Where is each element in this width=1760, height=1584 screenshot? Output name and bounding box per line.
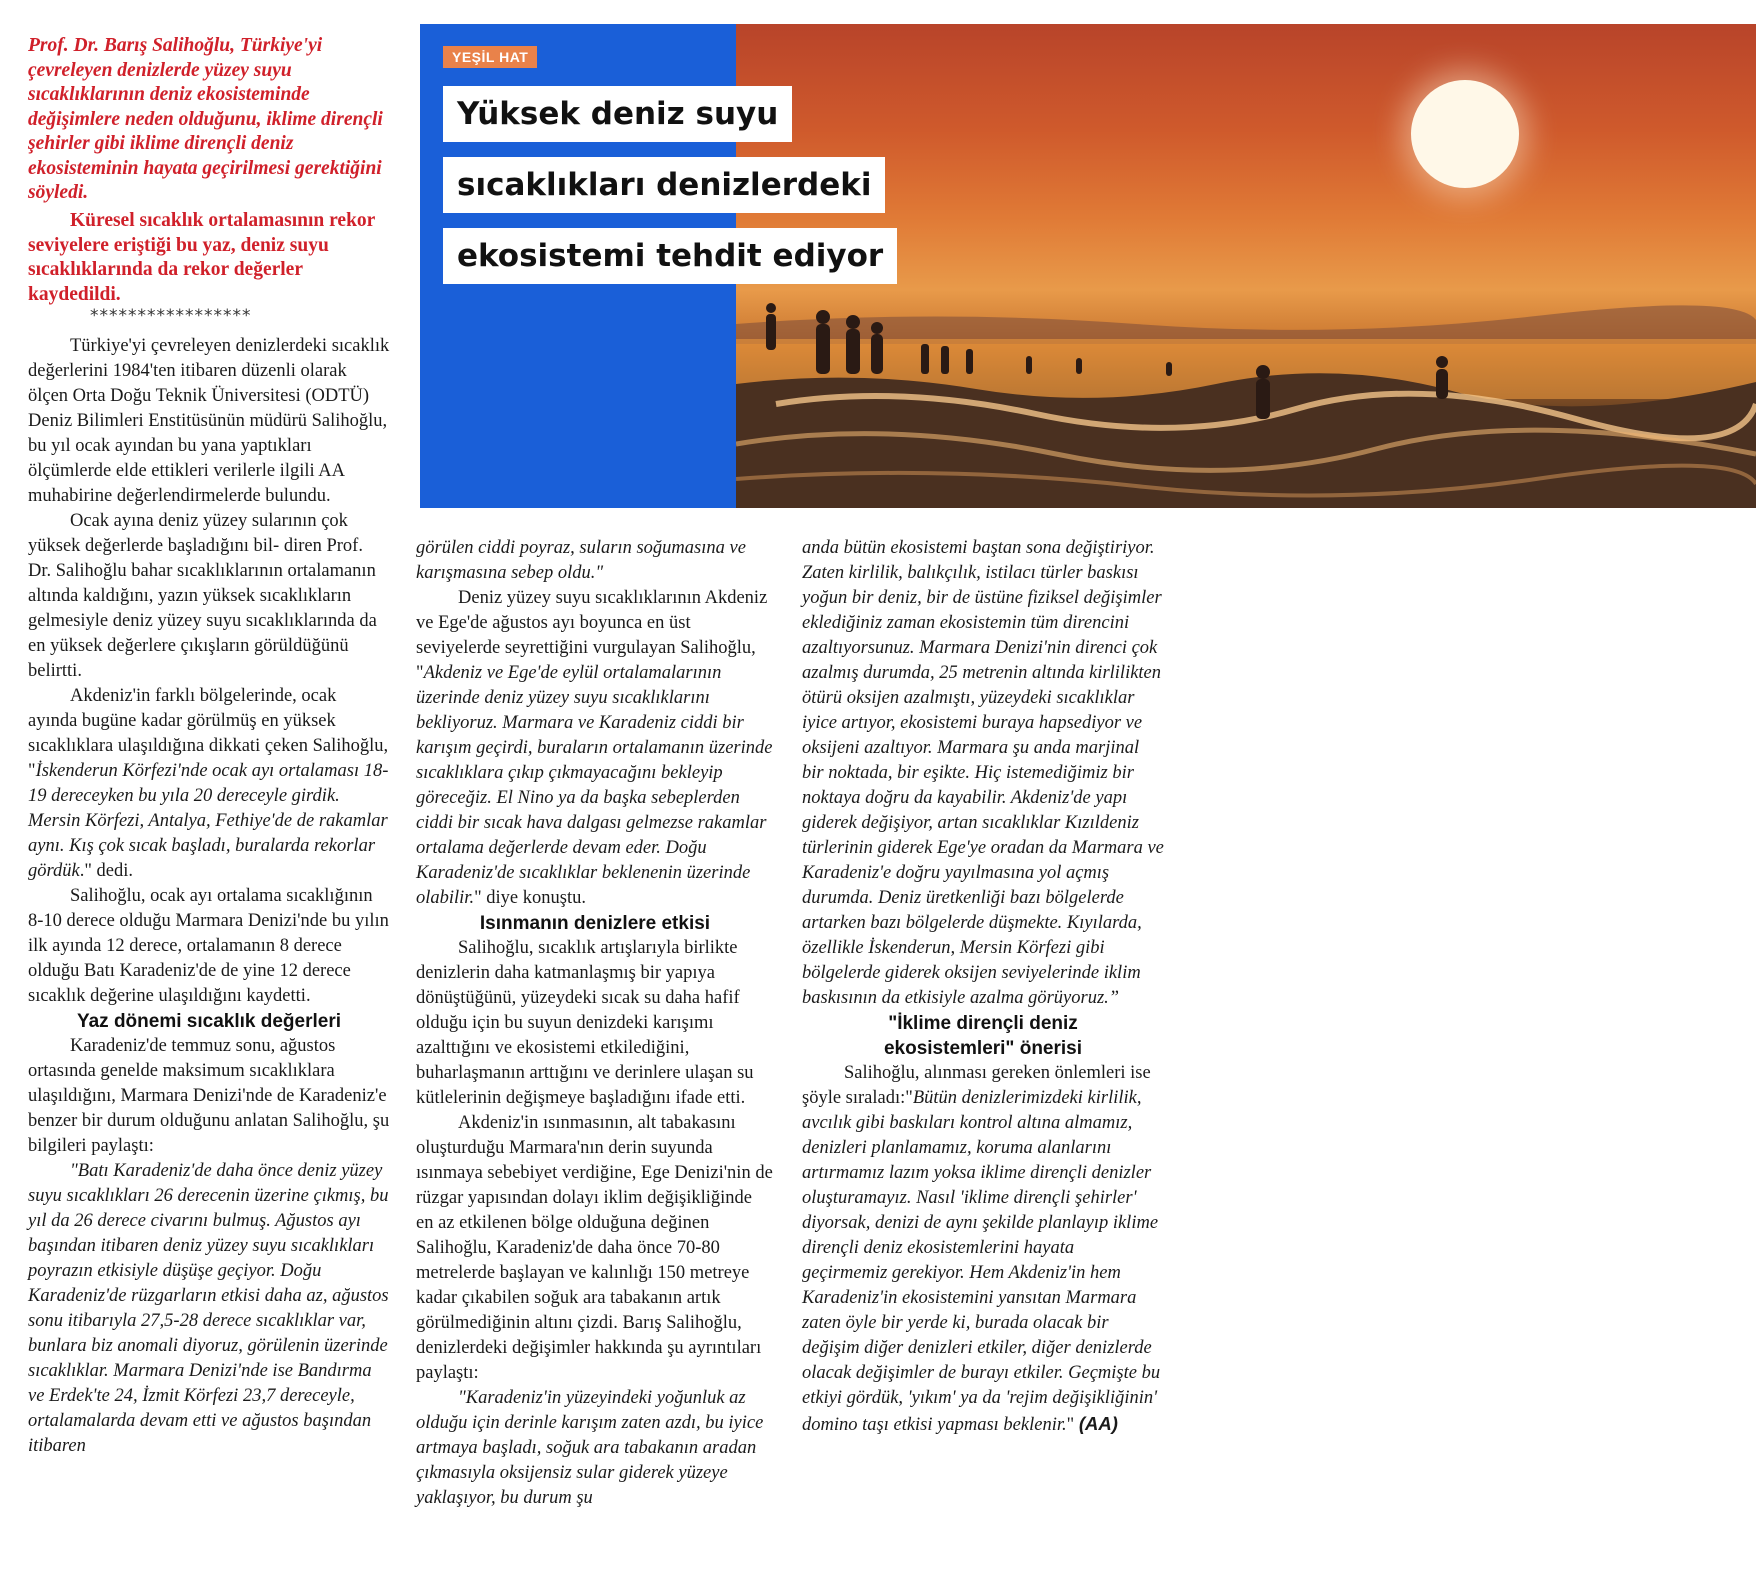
body-paragraph: Salihoğlu, sıcaklık artışlarıyla birlikte denizlerin daha katmanlaşmış bir yapıya dönüştüğünü, yüzeydeki sıcak su daha hafif olduğu için bu suyun denizdeki karışımı azalttığını ve ekosistemi etkilediğini, buharlaşmanın arttığını ve derinlere ulaşan su kütlelerinin değişmeye başladığını ifade etti. — [416, 938, 754, 1108]
article-column-3 — [802, 536, 1164, 1438]
quote-text: Akdeniz ve Ege'de eylül ortalamalarının üzerinde deniz yüzey suyu sıcaklıklarını bekliyoruz. Marmara ve Karadeniz ciddi bir karışım geçirdi, buraların ortalamanın üzerinde sıcaklıklara çıkıp çıkmayacağını bekleyip göreceğiz. El Nino ya da başka sebeplerden ciddi bir sıcak hava dalgası gelmezse rakamlar ortalama değerlerde devam eder. Doğu Karadeniz'de sıcaklıklar beklenenin üzerinde olabilir. — [416, 663, 773, 908]
headline-line-2: sıcaklıkları denizlerdeki — [443, 157, 885, 213]
article-banner — [420, 24, 1756, 508]
section-tag: YEŞİL HAT — [443, 46, 537, 68]
body-paragraph: Türkiye'yi çevreleyen denizlerdeki sıcaklık değerlerini 1984'ten itibaren düzenli olarak ölçen Orta Doğu Teknik Üniversitesi (ODTÜ) Deniz Bilimleri Enstitüsünün müdürü Salihoğlu, bu yıl ocak ayından bu yana yaptıkları ölçümlerde elde ettikleri verilerle ilgili AA muhabirine değerlendirmelerde bulundu. — [28, 336, 390, 506]
quote-paragraph: "Karadeniz'in yüzeyindeki yoğunluk az olduğu için derinle karışım zaten azdı, bu iyice artmaya başladı, soğuk ara tabakanın aradan çıkmasıyla oksijensiz sular giderek yüzeye yaklaşıyor, bu durum şu — [416, 1388, 764, 1508]
body-paragraph: Deniz yüzey suyu sıcaklıklarının Akdeniz ve Ege'de ağustos ayı boyunca en üst seviyelerde seyrettiğini vurgulayan Salihoğlu, "Akdeniz ve Ege'de eylül ortalamalarının üzerinde deniz yüzey suyu sıcaklıklarını bekliyoruz. Marmara ve Karadeniz ciddi bir karışım geçirdi, buraların ortalamanın üzerinde sıcaklıklara çıkıp çıkmayacağını bekleyip göreceğiz. El Nino ya da başka sebeplerden ciddi bir sıcak hava dalgası gelmezse rakamlar ortalama değerlerde devam eder. Doğu Karadeniz'de sıcaklıklar beklenenin üzerinde olabilir." diye konuştu. — [416, 588, 773, 908]
body-paragraph: Salihoğlu, ocak ayı ortalama sıcaklığının 8-10 derece olduğu Marmara Denizi'nde bu yılın ilk ayında 12 derece, ortalamanın 8 derece olduğu Batı Karadeniz'de de yine 12 derece sıcaklık değerine ulaşıldığını kaydetti. — [28, 886, 389, 1006]
separator-stars: ***************** — [90, 306, 252, 326]
body-paragraph: Salihoğlu, alınması gereken önlemleri ise şöyle sıraladı:"Bütün denizlerimizdeki kirlilik, avcılık gibi baskıları kontrol altına almamız, denizleri planlamamız, koruma alanlarını artırmamız lazım yoksa iklime dirençli denizler oluşturamayız. Nasıl 'iklime dirençli şehirler' diyorsak, denizi de aynı şekilde planlayıp iklime dirençli deniz ekosistemlerini hayata geçirmemiz gerekiyor. Hem Akdeniz'in hem Karadeniz'in ekosistemini yansıtan Marmara zaten öyle bir yerde ki, burada olacak bir değişim diğer denizleri etkiler, diğer denizlerde olacak değişimler de burayı etkiler. Geçmişte bu etkiyi gördük, 'yıkım' ya da 'rejim değişikliğinin' domino taşı etkisi yapması beklenir." (AA) — [802, 1063, 1161, 1435]
subheading: "İklime dirençli deniz ekosistemleri" önerisi — [883, 1013, 1083, 1059]
subheading: Isınmanın denizlere etkisi — [479, 913, 711, 934]
source-credit: (AA) — [1078, 1413, 1118, 1434]
quote-paragraph: görülen ciddi poyraz, suların soğumasına ve karışmasına sebep oldu." — [416, 538, 746, 583]
lead-paragraph-2: Küresel sıcaklık ortalamasının rekor seviyelere eriştiği bu yaz, deniz suyu sıcaklıklarında da rekor değerler kaydedildi. — [28, 210, 375, 305]
headline-line-1: Yüksek deniz suyu — [443, 86, 792, 142]
body-paragraph: Karadeniz'de temmuz sonu, ağustos ortasında genelde maksimum sıcaklıklara ulaşıldığını, Marmara Denizi'nde de Karadeniz'e benzer bir durum olduğunu anlatan Salihoğlu, şu bilgileri paylaştı: — [28, 1036, 390, 1156]
body-paragraph: Akdeniz'in farklı bölgelerinde, ocak ayında bugüne kadar görülmüş en yüksek sıcaklıklara ulaşıldığına dikkati çeken Salihoğlu, "İskenderun Körfezi'nde ocak ayı ortalaması 18-19 dereceyken bu yıla 20 dereceyle girdik. Mersin Körfezi, Antalya, Fethiye'de de rakamlar aynı. Kış çok sıcak başladı, buralarda rekorlar gördük." dedi. — [28, 686, 389, 881]
body-paragraph: Akdeniz'in ısınmasının, alt tabakasını oluşturduğu Marmara'nın derin suyunda ısınmaya sebebiyet verdiğine, Ege Denizi'nin de rüzgar yapısından dolayı iklim değişikliğinde en az etkilenen bölge olduğuna değinen Salihoğlu, Karadeniz'de daha önce 70-80 metrelerde başlayan ve kalınlığı 150 metreye kadar çıkabilen soğuk ara tabakanın artık görülmediğinin altını çizdi. Barış Salihoğlu, denizlerdeki değişimler hakkında şu ayrıntıları paylaştı: — [416, 1113, 773, 1383]
lead-paragraph: Prof. Dr. Barış Salihoğlu, Türkiye'yi çevreleyen denizlerde yüzey suyu sıcaklıklarının deniz ekosisteminde değişimlere neden olduğunu, iklime dirençli şehirler gibi iklime dirençli deniz ekosisteminin hayata geçirilmesi gerektiğini söyledi. — [28, 35, 383, 203]
quote-text: Bütün denizlerimizdeki kirlilik, avcılık gibi baskıları kontrol altına almamız, denizleri planlamamız, koruma alanlarını artırmamız lazım yoksa iklime dirençli denizler oluşturamayız. Nasıl 'iklime dirençli şehirler' diyorsak, denizi de aynı şekilde planlayıp iklime dirençli deniz ekosistemlerini hayata geçirmemiz gerekiyor. Hem Akdeniz'in hem Karadeniz'in ekosistemini yansıtan Marmara zaten öyle bir yerde ki, burada olacak bir değişim diğer denizleri etkiler, diğer denizlerde olacak değişimler de burayı etkiler. Geçmişte bu etkiyi gördük, 'yıkım' ya da 'rejim değişikliğinin' domino taşı etkisi yapması beklenir. — [802, 1088, 1161, 1435]
article-column-2 — [416, 536, 774, 1511]
article-column-1 — [28, 334, 390, 1459]
quote-paragraph: anda bütün ekosistemi baştan sona değiştiriyor. Zaten kirlilik, balıkçılık, istilacı türler baskısı yoğun bir deniz, bir de üstüne fiziksel değişimler eklediğiniz zaman ekosistemin tüm direncini azaltıyorsunuz. Marmara Denizi'nin direnci çok azalmış durumda, 25 metrenin altında kirlilikten ötürü oksijen azalmıştı, yüzeydeki sıcaklıklar iyice artıyor, ekosistemi buraya hapsediyor ve oksijeni azaltıyor. Marmara şu anda marjinal bir noktada, bir eşikte. Hiç istemediğimiz bir noktaya doğru da kayabilir. Akdeniz'de yapı giderek değişiyor, artan sıcaklıklar Kızıldeniz türlerinin giderek Ege'ye oradan da Marmara ve Karadeniz'e doğru yayılmasına yol açmış durumda. Deniz üretkenliği bazı bölgelerde artarken bazı bölgelerde düşmekte. Kıyılarda, özellikle İskenderun, Mersin Körfezi gibi bölgelerde giderek oksijen seviyelerinde iklim baskısının da etkisiyle azalma görüyoruz.” — [802, 538, 1164, 1008]
headline-line-3: ekosistemi tehdit ediyor — [443, 228, 897, 284]
body-paragraph: Ocak ayına deniz yüzey sularının çok yüksek değerlerde başladığını bil- diren Prof. Dr. Salihoğlu bahar sıcaklıklarının ortalamanın altında kaldığını, yazın yüksek sıcaklıkların gelmesiyle deniz yüzey suyu sıcaklıklarında da en yüksek değerlere çıkışların görüldüğünü belirtti. — [28, 511, 377, 681]
subheading: Yaz dönemi sıcaklık değerleri — [76, 1011, 341, 1032]
quote-text: İskenderun Körfezi'nde ocak ayı ortalaması 18-19 dereceyken bu yıla 20 dereceyle girdik. Mersin Körfezi, Antalya, Fethiye'de de rakamlar aynı. Kış çok sıcak başladı, buralarda rekorlar gördük — [28, 761, 389, 881]
quote-paragraph: "Batı Karadeniz'de daha önce deniz yüzey suyu sıcaklıkları 26 derecenin üzerine çıkmış, bu yıl da 26 derece civarını bulmuş. Ağustos ayı başından itibaren deniz yüzey suyu sıcaklıkları poyrazın etkisiyle düşüşe geçiyor. Doğu Karadeniz'de rüzgarların etkisi daha az, ağustos sonu itibarıyla 27,5-28 derece sıcaklıklar var, bunlara biz anomali diyoruz, görülenin üzerinde sıcaklıklar. Marmara Denizi'nde ise Bandırma ve Erdek'te 24, İzmit Körfezi 23,7 dereceyle, ortalamalarda devam etti ve ağustos başından itibaren — [28, 1161, 389, 1456]
